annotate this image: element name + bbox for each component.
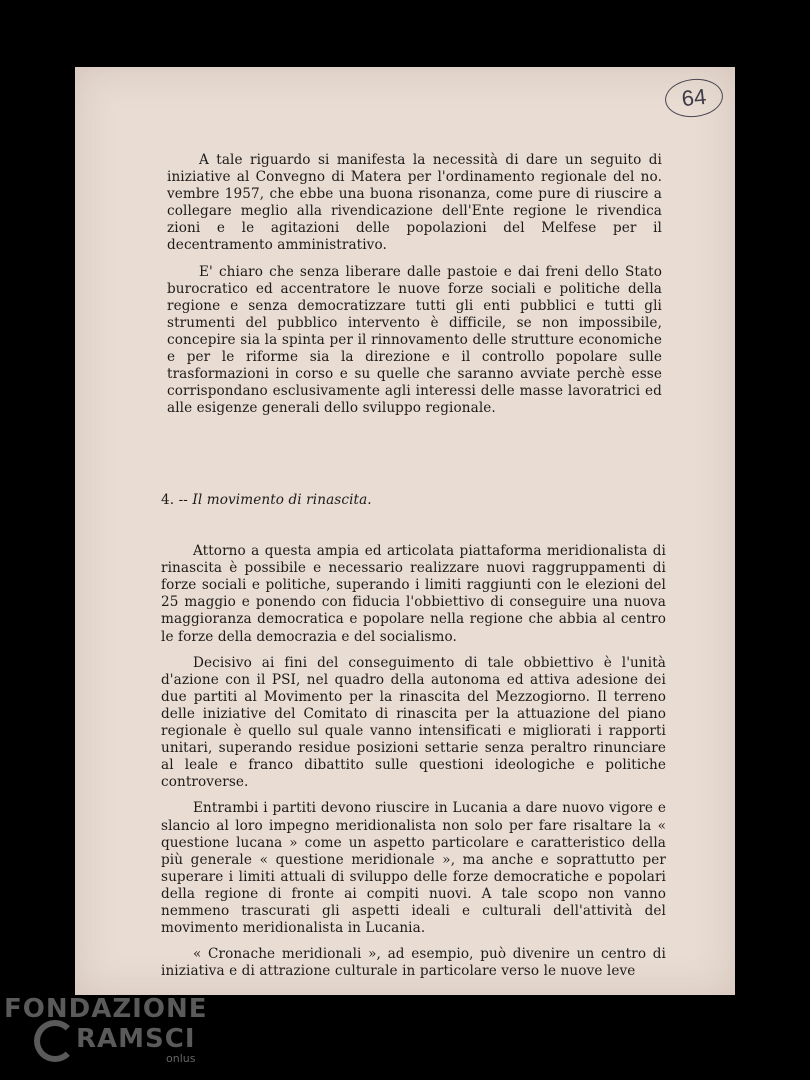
section-number: 4. -- xyxy=(161,492,188,508)
paragraph: E' chiaro che senza liberare dalle pastoie e dai freni dello Stato burocratico ed accentratore le nuove forze sociali e politiche della regione e senza democratizzare tutti gli enti pubblici e tutti gli strumenti del pubblico intervento è difficile, se non impossibile, concepire sia la spinta per il rinnovamento delle strutture economiche e per le riforme sia la direzione e il controllo popolare sulle trasformazioni in corso e su quelle che saranno avviate perchè esse corrispondano esclusivamente agli interessi delle masse lavoratrici ed alle esigenze generali dello sviluppo regionale. xyxy=(167,263,662,417)
document-page xyxy=(75,67,735,995)
logo-g-icon xyxy=(34,1020,76,1062)
paragraph: « Cronache meridionali », ad esempio, può divenire un centro di iniziativa e di attrazione culturale in particolare verso le nuove leve xyxy=(161,946,666,980)
section-heading xyxy=(161,492,666,509)
paragraph: Entrambi i partiti devono riuscire in Lucania a dare nuovo vigore e slancio al loro impegno meridionalista non solo per fare risaltare la « questione lucana » come un aspetto particolare e caratteristico della più generale « questione meridionale », ma anche e soprattutto per superare i limiti attuali di sviluppo delle forze democratiche e popolari della regione di fronte ai compiti nuovi. A tale scopo non vanno nemmeno trascurati gli aspetti ideali e culturali dell'attività del movimento meridionalista in Lucania. xyxy=(161,800,666,937)
logo-onlus: onlus xyxy=(166,1052,196,1065)
section-intro xyxy=(167,152,662,417)
paragraph: A tale riguardo si manifesta la necessità di dare un seguito di iniziative al Convegno di Matera per l'ordinamento regionale del no. vembre 1957, che ebbe una buona risonanza, come pure di riuscire a collegare meglio alla rivendicazione dell'Ente regione le rivendica zioni e le agitazioni delle popolazioni del Melfese per il decentramento amministrativo. xyxy=(167,152,662,254)
paragraph: Decisivo ai fini del conseguimento di tale obbiettivo è l'unità d'azione con il PSI, nel quadro della autonoma ed attiva adesione dei due partiti al Movimento per la rinascita del Mezzogiorno. Il terreno delle iniziative del Comitato di rinascita per la attuazione del piano regionale è quello sul quale vanno intensificati e migliorati i rapporti unitari, superando residue posizioni settarie senza peraltro rinunciare al leale e franco dibattito sulle questioni ideologiche e politiche controverse. xyxy=(161,654,666,791)
section-title: Il movimento di rinascita. xyxy=(192,492,372,508)
fondazione-gramsci-logo xyxy=(4,994,214,1074)
page-number-stamp: 64 xyxy=(663,76,725,120)
logo-line-2: RAMSCI xyxy=(76,1024,196,1054)
logo-line-1: FONDAZIONE xyxy=(4,994,208,1024)
section-4 xyxy=(161,492,666,980)
paragraph: Attorno a questa ampia ed articolata piattaforma meridionalista di rinascita è possibile e necessario realizzare nuovi raggruppamenti di forze sociali e politiche, superando i limiti raggiunti con le elezioni del 25 maggio e ponendo con fiducia l'obbiettivo di conseguire una nuova maggioranza democratica e popolare nella regione che abbia al centro le forze della democrazia e del socialismo. xyxy=(161,543,666,645)
